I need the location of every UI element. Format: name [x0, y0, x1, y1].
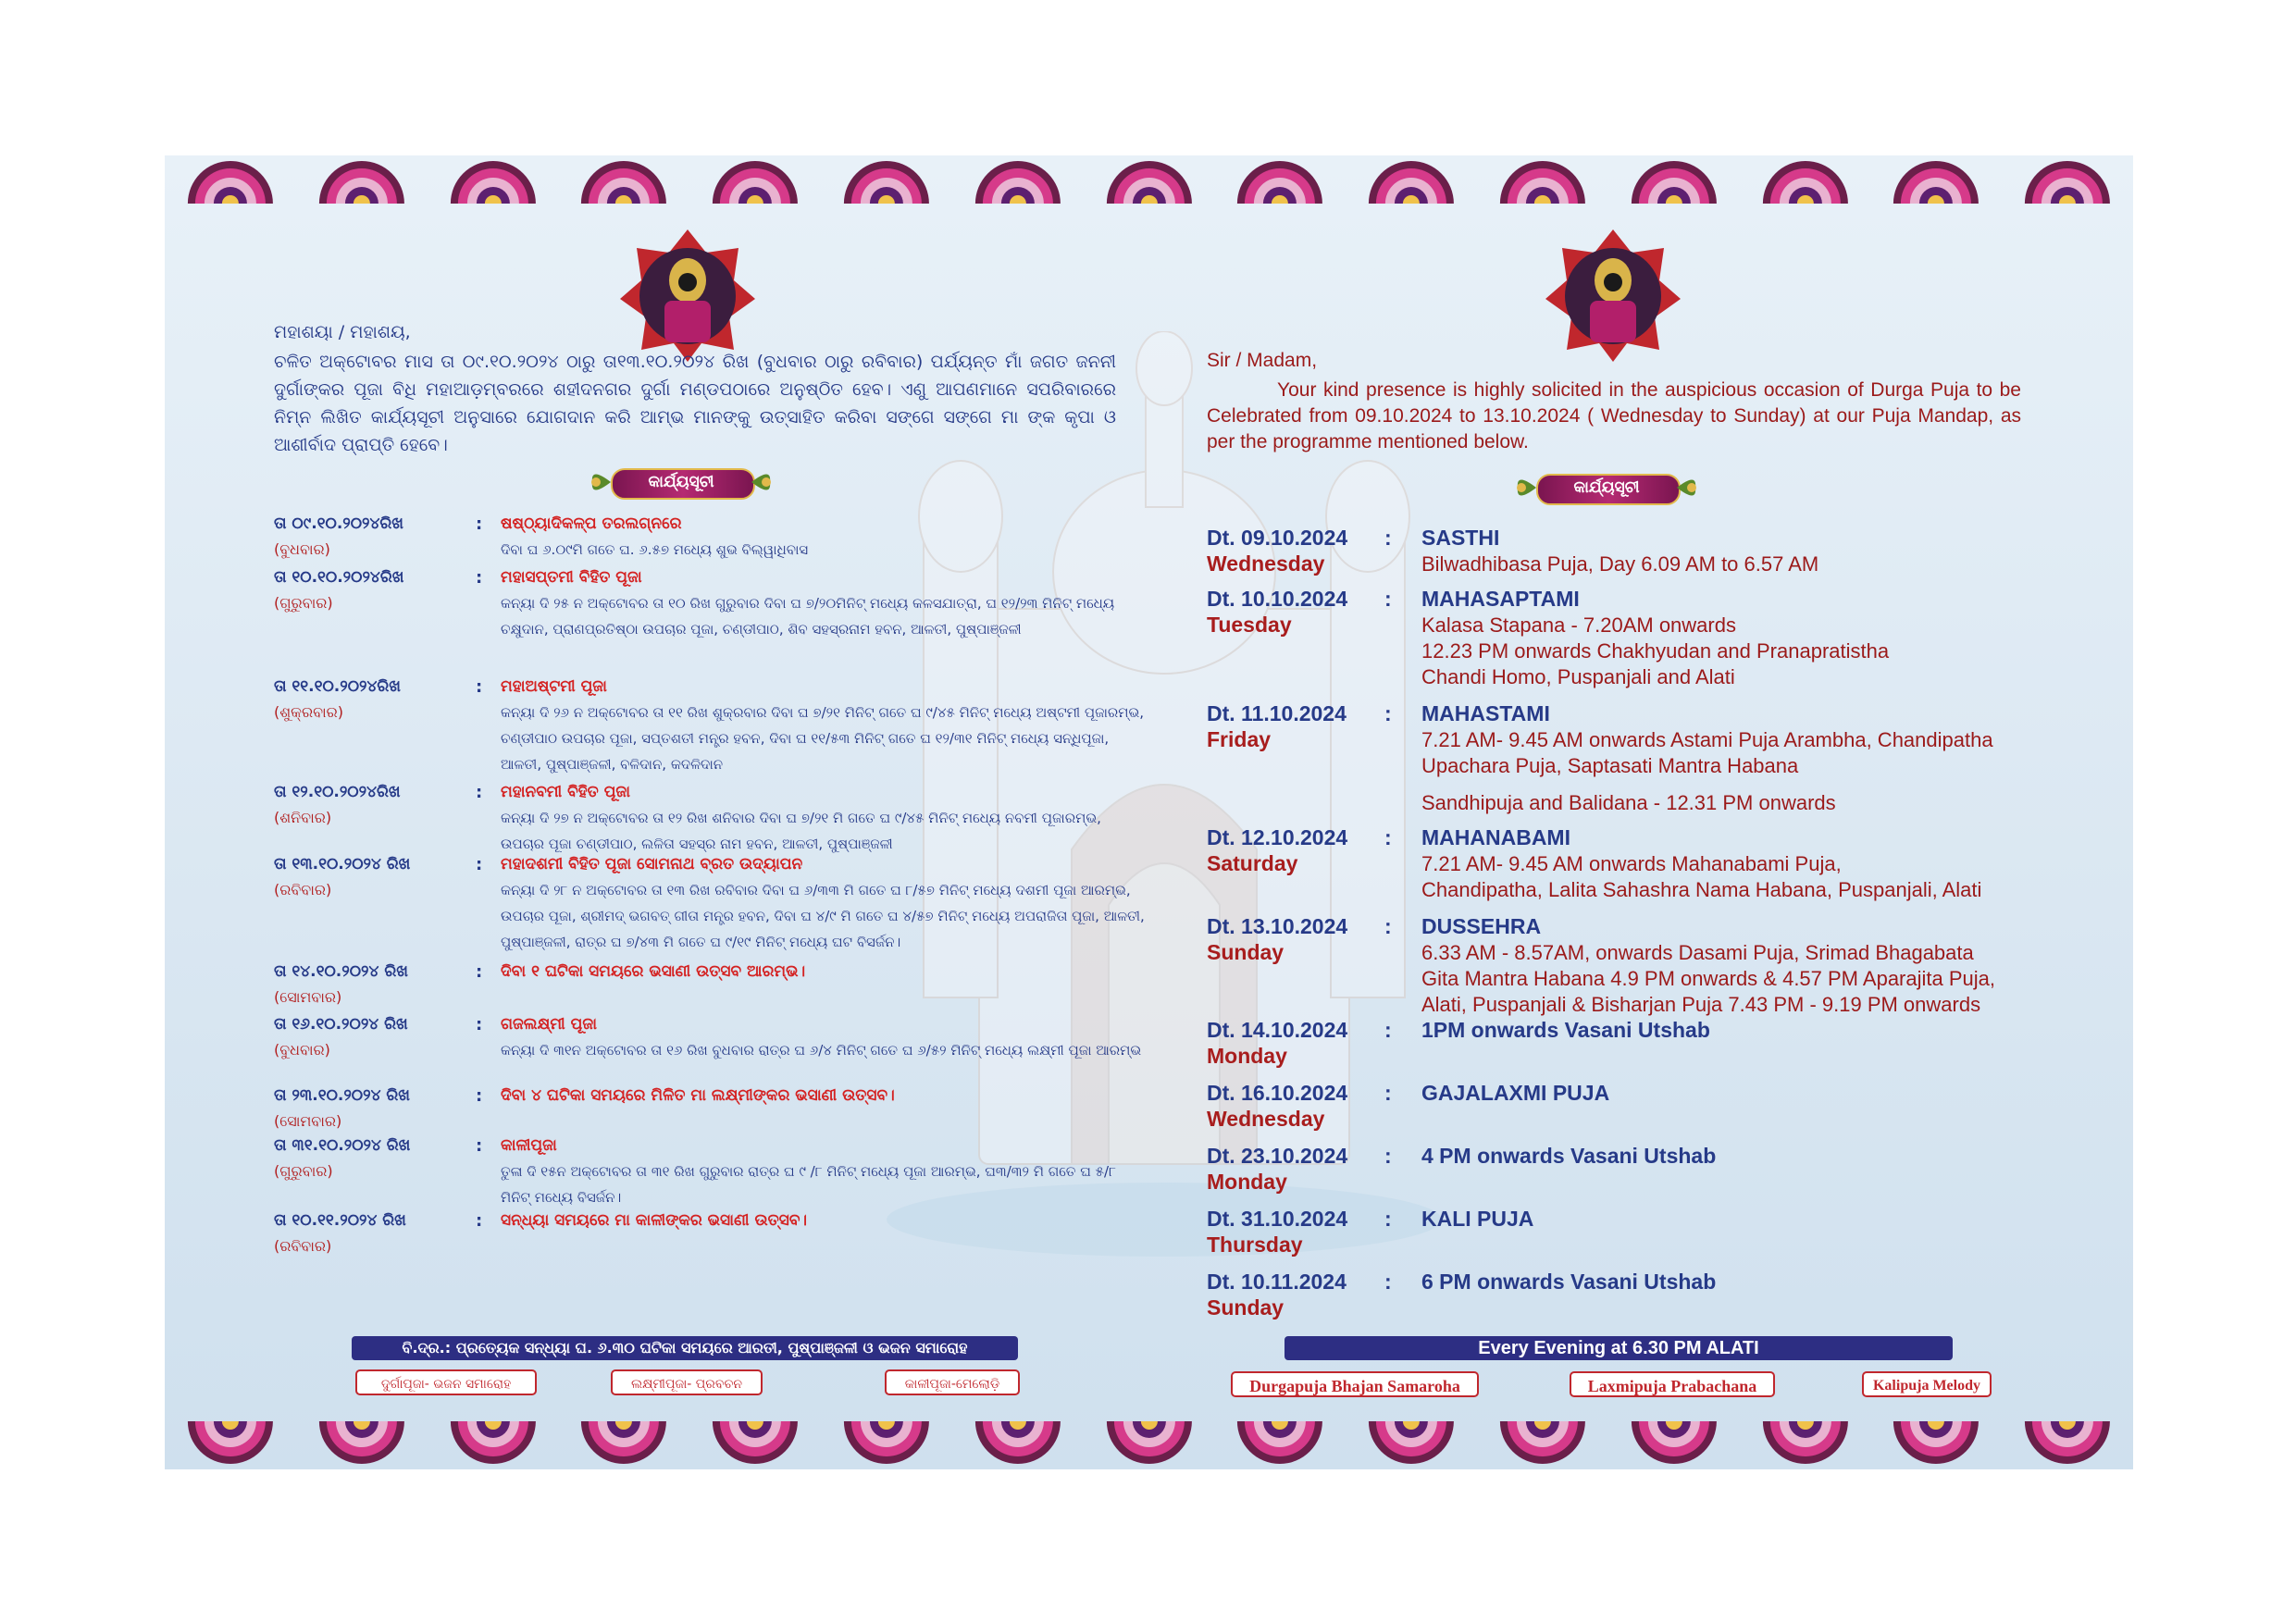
schedule-details: ଦିବା ଘ ୬.୦୯ମି ଗତେ ଘ. ୬.୫୭ ମଧ୍ୟେ ଶୁଭ ବିଲ୍ୱାଧିବାସ: [501, 541, 809, 558]
schedule-day: (ରବିବାର): [274, 881, 332, 898]
schedule-day: (ଶୁକ୍ରବାର): [274, 703, 344, 721]
schedule-title: 1PM onwards Vasani Utshab: [1421, 1018, 1710, 1042]
schedule-colon: :: [1384, 1207, 1392, 1231]
schedule-title: MAHASTAMI: [1421, 701, 1550, 725]
schedule-details: Chandi Homo, Puspanjali and Alati: [1421, 665, 1735, 688]
schedule-title: DUSSEHRA: [1421, 914, 1542, 938]
mandala-ornament-icon: [952, 1421, 1084, 1469]
schedule-day: Monday: [1207, 1170, 1287, 1194]
mandala-ornament-icon: [821, 1421, 952, 1469]
schedule-colon: :: [476, 1211, 483, 1231]
schedule-colon: :: [1384, 1144, 1392, 1168]
schedule-date: ତା ୧୧.୧୦.୨୦୨୪ରିଖ: [274, 677, 401, 696]
schedule-colon: :: [1384, 701, 1392, 725]
mandala-ornament-icon: [1740, 155, 1871, 204]
schedule-title: GAJALAXMI PUJA: [1421, 1081, 1610, 1105]
schedule-details: 7.21 AM- 9.45 AM onwards Astami Puja Arambha, Chandipatha: [1421, 728, 1993, 751]
tag-kalipuja-english: Kalipuja Melody: [1862, 1371, 1992, 1397]
schedule-date: ତା ୧୩.୧୦.୨୦୨୪ ରିଖ: [274, 855, 411, 873]
schedule-details: କନ୍ୟା ଦି ୨୮ ନ ଅକ୍ଟୋବର ତା ୧୩ ରିଖ ରବିବାର ଦିବା ଘ ୬/୩୩ ମି ଗତେ ଘ ୮/୫୭ ମିନିଟ୍ ମଧ୍ୟେ ଦଶମୀ ପୂଜା ଆରମ୍ଭ, ଉପଚାର ପୂଜା, ଶ୍ରୀମଦ୍ ଭଗବତ୍ ଗୀତା ମନ୍ତ୍ର ହବନ, ଦିବା ଘ ୪/୯ ମି ଗତେ ଘ ୪/୫୭ ମିନିଟ୍ ମଧ୍ୟେ ଅପରାଜିତା ପୂଜା, ଆଳତୀ, ପୁଷ୍ପାଞ୍ଜଳୀ, ରାତ୍ର ଘ ୭/୪୩ ମି ଗତେ ଘ ୯/୧୯ ମିନିଟ୍ ମଧ୍ୟେ ଘଟ ବିସର୍ଜନ।: [501, 882, 1145, 950]
schedule-colon: :: [1384, 1018, 1392, 1042]
schedule-colon: :: [1384, 1270, 1392, 1294]
schedule-title: ମହାନବମୀ ବିହିତ ପୂଜା: [501, 783, 631, 801]
schedule-title: 6 PM onwards Vasani Utshab: [1421, 1270, 1717, 1294]
invitation-paragraph-english: Your kind presence is highly solicited in the auspicious occasion of Durga Puja to be Celebrated from 09.10.2024 to 13.10.2024 ( Wednesday to Sunday) at our Puja Mandap, as per the programme mentioned below.: [1207, 379, 2021, 452]
mandala-ornament-icon: [952, 155, 1084, 204]
schedule-day: Thursday: [1207, 1233, 1303, 1257]
schedule-details: Alati, Puspanjali & Bisharjan Puja 7.43 PM - 9.19 PM onwards: [1421, 993, 1981, 1016]
schedule-title: ସନ୍ଧ୍ୟା ସମୟରେ ମା କାଳୀଙ୍କର ଭସାଣୀ ଉତ୍ସବ।: [501, 1211, 808, 1230]
banner-label: କାର୍ଯ୍ୟସୂଚୀ: [1573, 478, 1640, 497]
schedule-date: ତା ୧୦.୧୧.୨୦୨୪ ରିଖ: [274, 1211, 406, 1230]
schedule-banner-right: [1514, 466, 1699, 509]
schedule-day: (ରବିବାର): [274, 1237, 332, 1255]
schedule-details: କନ୍ୟା ଦି ୨୫ ନ ଅକ୍ଟୋବର ତା ୧୦ ରିଖ ଗୁରୁବାର ଦିବା ଘ ୭/୨୦ମିନିଟ୍ ମଧ୍ୟେ କଳସଯାତ୍ରା, ଘ ୧୨/୨୩ ମିନିଟ୍ ମଧ୍ୟେ ଚକ୍ଷୁଦାନ, ପ୍ରାଣପ୍ରତିଷ୍ଠା ଉପଚାର ପୂଜା, ଚଣ୍ଡୀପାଠ, ଶିବ ସହସ୍ରନାମ ହବନ, ଆଳତୀ, ପୁଷ୍ପାଞ୍ଜଳୀ: [501, 595, 1115, 638]
bottom-mandala-border: [165, 1421, 2133, 1469]
schedule-day: (ଶନିବାର): [274, 809, 332, 826]
schedule-day: (ବୁଧବାର): [274, 1041, 330, 1059]
schedule-details: Sandhipuja and Balidana - 12.31 PM onwards: [1421, 791, 1836, 814]
schedule-day: Saturday: [1207, 851, 1298, 875]
tag-laxmipuja-odia: ଲକ୍ଷ୍ମୀପୂଜା- ପ୍ରବଚନ: [611, 1369, 763, 1395]
schedule-day: (ବୁଧବାର): [274, 540, 330, 558]
schedule-date: Dt. 09.10.2024: [1207, 526, 1348, 550]
schedule-title: ମହାସପ୍ତମୀ ବିହିତ ପୂଜା: [501, 568, 642, 587]
schedule-title: ଷଷ୍ଠ୍ୟାଦିକଳ୍ପ ତରଲଗ୍ନରେ: [501, 514, 682, 533]
invitation-paragraph-odia: ଚଳିତ ଅକ୍ଟୋବର ମାସ ତା ୦୯.୧୦.୨୦୨୪ ଠାରୁ ତା୧୩.୧୦.୨୦୨୪ ରିଖ (ବୁଧବାର ଠାରୁ ରବିବାର) ପର୍ଯ୍ୟନ୍ତ ମାଁ ଜଗତ ଜନନୀ ଦୁର୍ଗାଙ୍କର ପୂଜା ବିଧି ମହାଆଡ଼ମ୍ବରରେ ଶହୀଦନଗର ଦୁର୍ଗା ମଣ୍ଡପଠାରେ ଅନୁଷ୍ଠିତ ହେବ। ଏଣୁ ଆପଣମାନେ ସପରିବାରରେ ନିମ୍ନ ଲିଖିତ କାର୍ଯ୍ୟସୂଚୀ ଅନୁସାରେ ଯୋଗଦାନ କରି ଆମ୍ଭ ମାନଙ୍କୁ ଉତ୍ସାହିତ କରିବା ସଙ୍ଗେ ସଙ୍ଗେ ମା ଙ୍କ କୃପା ଓ ଆଶୀର୍ବାଦ ପ୍ରାପ୍ତି ହେବେ।: [274, 352, 1116, 455]
schedule-day: Wednesday: [1207, 1107, 1325, 1131]
leaf-ornament-icon: [1514, 470, 1538, 505]
schedule-title: MAHASAPTAMI: [1421, 587, 1580, 611]
schedule-details: 6.33 AM - 8.57AM, onwards Dasami Puja, Srimad Bhagabata: [1421, 941, 1974, 964]
schedule-day: (ସୋମବାର): [274, 1112, 342, 1130]
schedule-banner-left: [589, 461, 774, 503]
mandala-ornament-icon: [2002, 155, 2133, 204]
schedule-colon: :: [476, 783, 483, 802]
schedule-day: (ଗୁରୁବାର): [274, 1162, 333, 1180]
leaf-ornament-icon: [589, 465, 613, 500]
schedule-colon: :: [476, 677, 483, 697]
leaf-ornament-icon: [750, 465, 774, 500]
mandala-ornament-icon: [1740, 1421, 1871, 1469]
schedule-day: Friday: [1207, 727, 1272, 751]
mandala-ornament-icon: [689, 1421, 821, 1469]
schedule-title: KALI PUJA: [1421, 1207, 1534, 1231]
deity-medallion-right: [1544, 225, 1682, 364]
schedule-day: Monday: [1207, 1044, 1287, 1068]
palace-background: [868, 331, 1460, 1257]
schedule-title: ମହାଦଶମୀ ବିହିତ ପୂଜା ସୋମନାଥ ବ୍ରତ ଉଦ୍ୟାପନ: [501, 855, 803, 873]
mandala-ornament-icon: [1346, 155, 1477, 204]
schedule-date: Dt. 16.10.2024: [1207, 1081, 1348, 1105]
schedule-title: SASTHI: [1421, 526, 1500, 550]
schedule-details: କନ୍ୟା ଦି ୩୧ନ ଅକ୍ଟୋବର ତା ୧୬ ରିଖ ବୁଧବାର ରାତ୍ର ଘ ୬/୪ ମିନିଟ୍ ଗତେ ଘ ୬/୫୨ ମିନିଟ୍ ମଧ୍ୟେ ଲକ୍ଷ୍ମୀ ପୂଜା ଆରମ୍ଭ: [501, 1042, 1142, 1059]
mandala-ornament-icon: [1870, 1421, 2002, 1469]
leaf-ornament-icon: [1675, 470, 1699, 505]
schedule-details: Upachara Puja, Saptasati Mantra Habana: [1421, 754, 1799, 777]
deity-medallion-left: [618, 225, 757, 364]
schedule-colon: :: [1384, 587, 1392, 611]
schedule-title: MAHANABAMI: [1421, 825, 1570, 849]
mandala-ornament-icon: [2002, 1421, 2133, 1469]
schedule-colon: :: [476, 514, 483, 534]
mandala-ornament-icon: [296, 155, 428, 204]
schedule-date: ତା ୩୧.୧୦.୨୦୨୪ ରିଖ: [274, 1136, 411, 1155]
mandala-ornament-icon: [689, 155, 821, 204]
tag-kalipuja-odia: କାଳୀପୂଜା-ମେଲୋଡ଼ି: [885, 1369, 1020, 1395]
evening-note-english: Every Evening at 6.30 PM ALATI: [1285, 1336, 1953, 1360]
schedule-colon: :: [476, 1136, 483, 1156]
schedule-date: Dt. 13.10.2024: [1207, 914, 1348, 938]
schedule-title: 4 PM onwards Vasani Utshab: [1421, 1144, 1717, 1168]
schedule-date: ତା ୨୩.୧୦.୨୦୨୪ ରିଖ: [274, 1086, 410, 1105]
schedule-title: ଗଜଲକ୍ଷ୍ମୀ ପୂଜା: [501, 1015, 598, 1034]
mandala-ornament-icon: [1084, 155, 1215, 204]
top-mandala-border: [165, 155, 2133, 204]
tag-laxmipuja-english: Laxmipuja Prabachana: [1570, 1371, 1775, 1397]
schedule-day: (ଗୁରୁବାର): [274, 594, 333, 612]
schedule-day: (ସୋମବାର): [274, 988, 342, 1006]
mandala-ornament-icon: [296, 1421, 428, 1469]
mandala-ornament-icon: [165, 1421, 296, 1469]
schedule-details: Gita Mantra Habana 4.9 PM onwards & 4.57 PM Aparajita Puja,: [1421, 967, 1995, 990]
schedule-date: ତା ୧୨.୧୦.୨୦୨୪ରିଖ: [274, 783, 401, 801]
mandala-ornament-icon: [1214, 155, 1346, 204]
banner-label: କାର୍ଯ୍ୟସୂଚୀ: [648, 473, 714, 491]
mandala-ornament-icon: [1346, 1421, 1477, 1469]
schedule-day: Tuesday: [1207, 613, 1292, 637]
mandala-ornament-icon: [1477, 155, 1608, 204]
schedule-title: ଦିବା ୧ ଘଟିକା ସମୟରେ ଭସାଣୀ ଉତ୍ସବ ଆରମ୍ଭ।: [501, 962, 806, 981]
schedule-details: 7.21 AM- 9.45 AM onwards Mahanabami Puja,: [1421, 852, 1842, 875]
schedule-colon: :: [476, 568, 483, 588]
tag-durgapuja-english: Durgapuja Bhajan Samaroha: [1231, 1371, 1479, 1397]
mandala-ornament-icon: [1870, 155, 2002, 204]
mandala-ornament-icon: [558, 155, 689, 204]
schedule-date: Dt. 10.11.2024: [1207, 1270, 1347, 1294]
schedule-date: ତା ୧୦.୧୦.୨୦୨୪ରିଖ: [274, 568, 404, 587]
schedule-day: Sunday: [1207, 940, 1285, 964]
schedule-details: Bilwadhibasa Puja, Day 6.09 AM to 6.57 AM: [1421, 552, 1819, 576]
schedule-title: କାଳୀପୂଜା: [501, 1136, 557, 1155]
schedule-colon: :: [1384, 825, 1392, 849]
invitation-card: [165, 155, 2133, 1469]
schedule-colon: :: [1384, 526, 1392, 550]
schedule-colon: :: [476, 855, 483, 874]
schedule-details: କନ୍ୟା ଦି ୨୭ ନ ଅକ୍ଟୋବର ତା ୧୨ ରିଖ ଶନିବାର ଦିବା ଘ ୭/୨୧ ମି ଗତେ ଘ ୯/୪୫ ମିନିଟ୍ ମଧ୍ୟେ ନବମୀ ପୂଜାରମ୍ଭ, ଉପଚାର ପୂଜା ଚଣ୍ଡୀପାଠ, ଲଳିତା ସହସ୍ର ନାମ ହବନ, ଆଳତୀ, ପୁଷ୍ପାଞ୍ଜଳୀ: [501, 810, 1101, 852]
schedule-details: 12.23 PM onwards Chakhyudan and Pranapratistha: [1421, 639, 1890, 663]
schedule-colon: :: [1384, 1081, 1392, 1105]
schedule-day: Sunday: [1207, 1295, 1285, 1319]
schedule-date: Dt. 23.10.2024: [1207, 1144, 1348, 1168]
schedule-date: Dt. 10.10.2024: [1207, 587, 1348, 611]
mandala-ornament-icon: [428, 1421, 559, 1469]
schedule-colon: :: [476, 1015, 483, 1035]
schedule-date: ତା ୧୪.୧୦.୨୦୨୪ ରିଖ: [274, 962, 408, 981]
schedule-date: Dt. 31.10.2024: [1207, 1207, 1348, 1231]
schedule-date: Dt. 12.10.2024: [1207, 825, 1348, 849]
mandala-ornament-icon: [1608, 155, 1740, 204]
schedule-date: Dt. 14.10.2024: [1207, 1018, 1348, 1042]
schedule-details: କନ୍ୟା ଦି ୨୬ ନ ଅକ୍ଟୋବର ତା ୧୧ ରିଖ ଶୁକ୍ରବାର ଦିବା ଘ ୭/୨୧ ମିନିଟ୍ ଗତେ ଘ ୯/୪୫ ମିନିଟ୍ ମଧ୍ୟେ ଅଷ୍ଟମୀ ପୂଜାରମ୍ଭ, ଚଣ୍ଡୀପାଠ ଉପଚାର ପୂଜା, ସପ୍ତଶତୀ ମନ୍ତ୍ର ହବନ, ଦିବା ଘ ୧୧/୫୩ ମିନିଟ୍ ଗତେ ଘ ୧୨/୩୧ ମିନିଟ୍ ମଧ୍ୟେ ସନ୍ଧିପୂଜା, ଆଳତୀ, ପୁଷ୍ପାଞ୍ଜଳୀ, ବଳିଦାନ, କଦଳିଦାନ: [501, 704, 1145, 773]
schedule-details: Chandipatha, Lalita Sahashra Nama Habana, Puspanjali, Alati: [1421, 878, 1982, 901]
schedule-title: ଦିବା ୪ ଘଟିକା ସମୟରେ ମିଳିତ ମା ଲକ୍ଷ୍ମୀଙ୍କର ଭସାଣୀ ଉତ୍ସବ।: [501, 1086, 895, 1105]
mandala-ornament-icon: [428, 155, 559, 204]
schedule-details: ତୁଳା ଦି ୧୫ନ ଅକ୍ଟୋବର ତା ୩୧ ରିଖ ଗୁରୁବାର ରାତ୍ର ଘ ୯ /୮ ମିନିଟ୍ ମଧ୍ୟେ ପୂଜା ଆରମ୍ଭ, ଘ୩/୩୨ ମି ଗତେ ଘ ୫/୮ ମିନିଟ୍ ମଧ୍ୟେ ବିସର୍ଜନ।: [501, 1163, 1116, 1206]
mandala-ornament-icon: [1608, 1421, 1740, 1469]
mandala-ornament-icon: [558, 1421, 689, 1469]
mandala-ornament-icon: [165, 155, 296, 204]
mandala-ornament-icon: [1084, 1421, 1215, 1469]
tag-durgapuja-odia: ଦୁର୍ଗାପୂଜା- ଭଜନ ସମାରୋହ: [355, 1369, 537, 1395]
schedule-day: Wednesday: [1207, 551, 1325, 576]
schedule-date: ତା ୦୯.୧୦.୨୦୨୪ରିଖ: [274, 514, 404, 533]
greeting-odia: ମହାଶୟା / ମହାଶୟ,: [274, 322, 411, 342]
mandala-ornament-icon: [1477, 1421, 1608, 1469]
schedule-colon: :: [1384, 914, 1392, 938]
schedule-date: ତା ୧୬.୧୦.୨୦୨୪ ରିଖ: [274, 1015, 408, 1034]
schedule-colon: :: [476, 962, 483, 982]
schedule-details: Kalasa Stapana - 7.20AM onwards: [1421, 613, 1736, 637]
evening-note-odia: ବି.ଦ୍ର.: ପ୍ରତ୍ୟେକ ସନ୍ଧ୍ୟା ଘ. ୬.୩୦ ଘଟିକା ସମୟରେ ଆରତୀ, ପୁଷ୍ପାଞ୍ଜଳୀ ଓ ଭଜନ ସମାରୋହ: [352, 1336, 1018, 1360]
greeting-english: Sir / Madam,: [1207, 350, 1318, 371]
schedule-title: ମହାଅଷ୍ଟମୀ ପୂଜା: [501, 677, 607, 696]
mandala-ornament-icon: [1214, 1421, 1346, 1469]
schedule-date: Dt. 11.10.2024: [1207, 701, 1347, 725]
mandala-ornament-icon: [821, 155, 952, 204]
schedule-colon: :: [476, 1086, 483, 1106]
